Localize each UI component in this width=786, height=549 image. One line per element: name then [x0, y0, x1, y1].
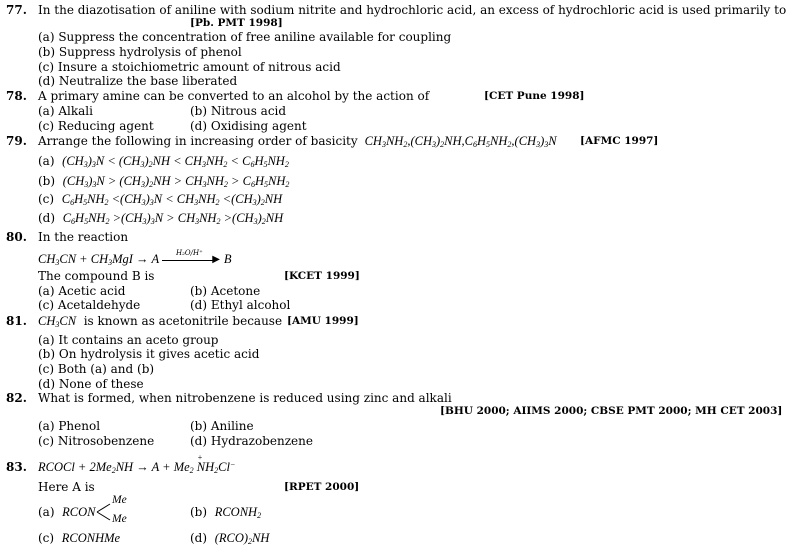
q80-number: 80.	[6, 230, 27, 244]
q77-option-c: (c) Insure a stoichiometric amount of nitrous acid	[38, 60, 341, 74]
q80-source: [KCET 1999]	[284, 270, 360, 282]
q81-option-a: (a) It contains an aceto group	[38, 333, 219, 347]
q79-stem-line	[38, 134, 557, 148]
q77-option-b: (b) Suppress hydrolysis of phenol	[38, 45, 242, 59]
reaction-arrow: H₂O/H⁺ ▶	[162, 255, 220, 265]
q83-option-d: (d) $(RCO)_2NH$	[190, 531, 270, 546]
q79-source: [AFMC 1997]	[580, 135, 659, 147]
q80-line2: The compound B is	[38, 269, 155, 283]
q80-option-c: (c) Acetaldehyde	[38, 298, 141, 312]
q79-number: 79.	[6, 134, 27, 148]
q79-option-a: (a) $(CH_3)_3N < (CH_3)_2NH < CH_3NH_2 < C_6H_5NH_2$	[38, 154, 289, 169]
q80-option-d: (d) Ethyl alcohol	[190, 298, 291, 312]
q78-stem: A primary amine can be converted to an alcohol by the action of	[38, 89, 430, 103]
q77-source: [Pb. PMT 1998]	[190, 17, 283, 29]
q83-equation: RCOCl + $2Me_2NH \to A + Me_2$ NH + $_2$Cl−	[38, 453, 236, 475]
q82-number: 82.	[6, 391, 27, 405]
q79-stem: Arrange the following in increasing order of basicity	[38, 134, 358, 148]
q81-source: [AMU 1999]	[287, 315, 359, 327]
q77-stem: In the diazotisation of aniline with sodium nitrite and hydrochloric acid, an excess of hydrochloric acid is used primarily to	[38, 3, 786, 17]
q79-option-b: (b) $(CH_3)_3N > (CH_3)_2NH > CH_3NH_2 > C_6H_5NH_2$	[38, 174, 290, 189]
q83-source: [RPET 2000]	[284, 481, 360, 493]
q80-option-b: (b) Acetone	[190, 284, 261, 298]
q78-option-d: (d) Oxidising agent	[190, 119, 307, 133]
q77-option-a: (a) Suppress the concentration of free aniline available for coupling	[38, 30, 452, 44]
q78-option-c: (c) Reducing agent	[38, 119, 154, 133]
q77-number: 77.	[6, 3, 27, 17]
q79-compounds: $CH_3NH_2,(CH_3)_2NH,C_6H_5NH_2,(CH_3)_3N$	[361, 134, 557, 149]
q80-stem: In the reaction	[38, 230, 129, 244]
q80-option-a: (a) Acetic acid	[38, 284, 126, 298]
q78-option-a: (a) Alkali	[38, 104, 93, 118]
q83-line2: Here A is	[38, 480, 95, 494]
q82-stem: What is formed, when nitrobenzene is reduced using zinc and alkali	[38, 391, 452, 405]
q78-option-b: (b) Nitrous acid	[190, 104, 287, 118]
q80-reaction: $CH_3CN + CH_3MgI \to A$ H₂O/H⁺ ▶ B	[38, 248, 232, 267]
q77-option-d: (d) Neutralize the base liberated	[38, 74, 238, 88]
q81-option-c: (c) Both (a) and (b)	[38, 362, 155, 376]
q79-option-c: (c) $C_6H_5NH_2 <(CH_3)_3N < CH_3NH_2 <(CH_3)_2NH$	[38, 192, 283, 207]
q78-source: [CET Pune 1998]	[484, 90, 585, 102]
q82-option-c: (c) Nitrosobenzene	[38, 434, 155, 448]
q82-option-d: (d) Hydrazobenzene	[190, 434, 313, 448]
q82-option-a: (a) Phenol	[38, 419, 101, 433]
q78-number: 78.	[6, 89, 27, 103]
q83-branch-top: Me	[112, 494, 127, 506]
q82-source: [BHU 2000; AIIMS 2000; CBSE PMT 2000; MH CET 2003]	[440, 405, 783, 417]
q83-branch-bottom: Me	[112, 513, 127, 525]
q81-stem: $CH_3CN$ is known as acetonitrile because	[38, 314, 283, 329]
q82-option-b: (b) Aniline	[190, 419, 254, 433]
q83-number: 83.	[6, 460, 27, 474]
q81-option-d: (d) None of these	[38, 377, 144, 391]
q83-option-a: (a) RCON	[38, 505, 96, 519]
q83-option-c: (c) RCONHMe	[38, 531, 121, 545]
q81-option-b: (b) On hydrolysis it gives acetic acid	[38, 347, 260, 361]
branch-lines-icon	[96, 502, 112, 522]
q83-option-b: (b) $RCONH_2$	[190, 505, 262, 520]
q81-number: 81.	[6, 314, 27, 328]
q79-option-d: (d) $C_6H_5NH_2 >(CH_3)_3N > CH_3NH_2 >(CH_3)_2NH$	[38, 211, 284, 226]
